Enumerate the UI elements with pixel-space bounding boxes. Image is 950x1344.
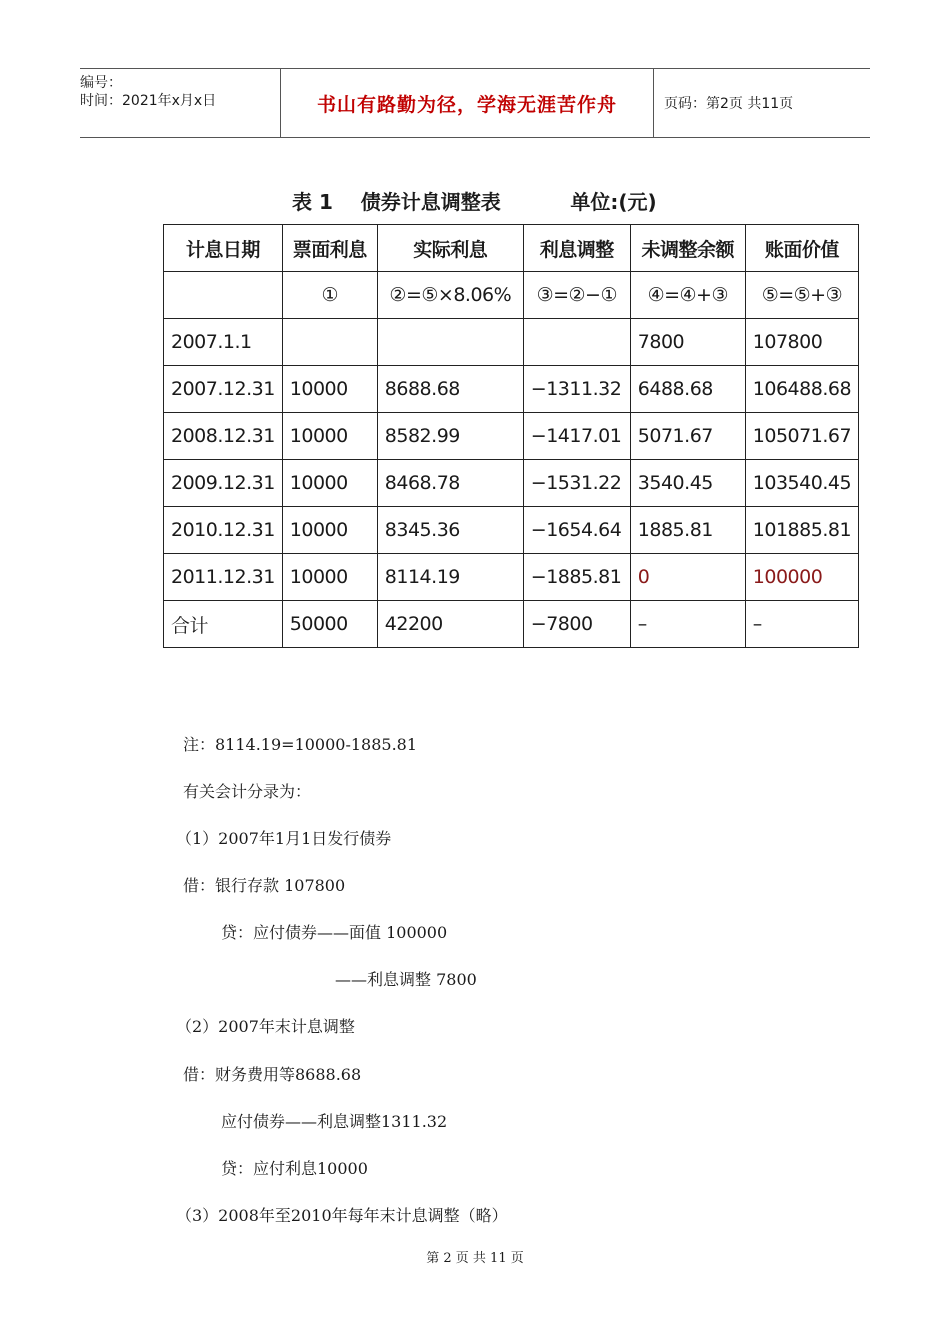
table-cell: 6488.68 xyxy=(630,366,745,413)
table-cell: −1417.01 xyxy=(523,413,630,460)
table-cell: ④=④+③ xyxy=(630,272,745,319)
table-cell: 1885.81 xyxy=(630,507,745,554)
entry-heading-2: （2）2007年末计息调整 xyxy=(176,1017,355,1036)
table-cell: 10000 xyxy=(282,554,377,601)
page-footer: 第 2 页 共 11 页 xyxy=(426,1251,524,1266)
header-meta xyxy=(80,69,280,137)
table-cell: 106488.68 xyxy=(745,366,858,413)
table-cell: 103540.45 xyxy=(745,460,858,507)
table-row xyxy=(164,319,859,366)
entries-intro: 有关会计分录为： xyxy=(183,782,312,801)
column-header: 计息日期 xyxy=(164,225,283,272)
table-cell: – xyxy=(745,601,858,648)
table-cell: 2007.1.1 xyxy=(164,319,283,366)
entry-credit-interest: 贷：应付利息10000 xyxy=(221,1159,368,1178)
table-cell: 105071.67 xyxy=(745,413,858,460)
table-cell xyxy=(282,319,377,366)
table-cell: 10000 xyxy=(282,366,377,413)
table-cell: 3540.45 xyxy=(630,460,745,507)
column-header: 未调整余额 xyxy=(630,225,745,272)
table-cell: 2011.12.31 xyxy=(164,554,283,601)
table-cell: 2010.12.31 xyxy=(164,507,283,554)
page-header xyxy=(80,68,870,138)
table-header-row xyxy=(164,225,859,272)
table-title: 表 1 债券计息调整表 单位:(元) xyxy=(292,190,657,214)
table-cell: 10000 xyxy=(282,507,377,554)
entry-credit-adjust: ——利息调整 7800 xyxy=(335,970,477,989)
table-cell xyxy=(164,272,283,319)
table-cell: 8345.36 xyxy=(377,507,523,554)
header-motto: 书山有路勤为径，学海无涯苦作舟 xyxy=(280,69,654,137)
bond-interest-table xyxy=(163,224,859,648)
table-cell: 10000 xyxy=(282,413,377,460)
table-cell: 7800 xyxy=(630,319,745,366)
table-cell: 0 xyxy=(630,554,745,601)
table-cell: ⑤=⑤+③ xyxy=(745,272,858,319)
header-page-info: 页码：第2页 共11页 xyxy=(664,96,794,112)
table-cell: 5071.67 xyxy=(630,413,745,460)
table-cell: 8468.78 xyxy=(377,460,523,507)
table-cell: 42200 xyxy=(377,601,523,648)
table-row xyxy=(164,554,859,601)
table-cell: 101885.81 xyxy=(745,507,858,554)
table-cell: ②=⑤×8.06% xyxy=(377,272,523,319)
column-header: 账面价值 xyxy=(745,225,858,272)
table-cell: 2007.12.31 xyxy=(164,366,283,413)
table-cell: 8582.99 xyxy=(377,413,523,460)
column-header: 实际利息 xyxy=(377,225,523,272)
entry-credit-face: 贷：应付债券——面值 100000 xyxy=(221,923,448,942)
table-row xyxy=(164,507,859,554)
column-header: 利息调整 xyxy=(523,225,630,272)
column-header: 票面利息 xyxy=(282,225,377,272)
table-row xyxy=(164,413,859,460)
table-cell: 2008.12.31 xyxy=(164,413,283,460)
table-total-row xyxy=(164,601,859,648)
table-cell: 50000 xyxy=(282,601,377,648)
table-cell: −1654.64 xyxy=(523,507,630,554)
doc-date-label: 时间：2021年x月x日 xyxy=(80,93,217,109)
formula-row xyxy=(164,272,859,319)
table-cell: −1311.32 xyxy=(523,366,630,413)
table-cell: 10000 xyxy=(282,460,377,507)
entry-heading-3: （3）2008年至2010年每年末计息调整（略） xyxy=(176,1206,508,1225)
table-cell: 107800 xyxy=(745,319,858,366)
table-cell: 100000 xyxy=(745,554,858,601)
table-cell: −1531.22 xyxy=(523,460,630,507)
entry-debit-bonds: 应付债券——利息调整1311.32 xyxy=(221,1112,448,1131)
table-cell: – xyxy=(630,601,745,648)
table-row xyxy=(164,366,859,413)
table-cell: ③=②−① xyxy=(523,272,630,319)
entry-heading-1: （1）2007年1月1日发行债券 xyxy=(176,829,392,848)
table-cell xyxy=(377,319,523,366)
entry-debit-bank: 借：银行存款 107800 xyxy=(183,876,346,895)
note-text: 注：8114.19=10000-1885.81 xyxy=(183,735,418,754)
table-cell: 8688.68 xyxy=(377,366,523,413)
table-cell xyxy=(523,319,630,366)
table-cell: ① xyxy=(282,272,377,319)
table-cell: 8114.19 xyxy=(377,554,523,601)
table-cell: −1885.81 xyxy=(523,554,630,601)
table-row xyxy=(164,460,859,507)
entry-debit-expense: 借：财务费用等8688.68 xyxy=(183,1065,362,1084)
doc-number-label: 编号： xyxy=(80,75,122,91)
table-cell: −7800 xyxy=(523,601,630,648)
table-cell: 合计 xyxy=(164,601,283,648)
table-cell: 2009.12.31 xyxy=(164,460,283,507)
